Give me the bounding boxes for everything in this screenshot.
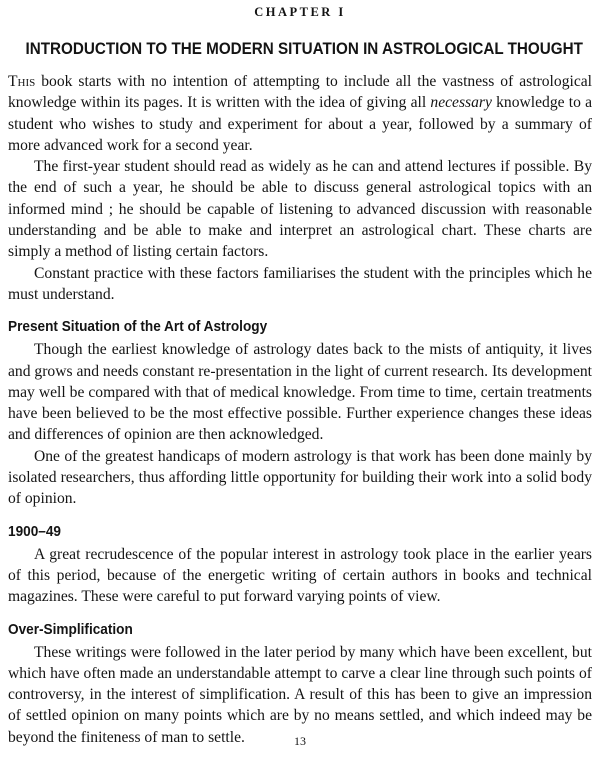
intro-paragraph-1 xyxy=(8,71,592,156)
intro-paragraph-1-text-b: knowledge to a student who wishes to study and experiment for about a year, followed by a summary of more advanced work for a second year. xyxy=(8,94,593,154)
section-heading-1900-49: 1900–49 xyxy=(8,523,62,540)
intro-paragraph-3: Constant practice with these factors familiarises the student with the principles which he must understand. xyxy=(8,264,592,303)
section-heading-over-simplification: Over-Simplification xyxy=(8,621,133,638)
chapter-title: INTRODUCTION TO THE MODERN SITUATION IN ASTROLOGICAL THOUGHT xyxy=(25,40,583,58)
over-simplification-paragraph: These writings were followed in the later period by many which have been excellent, but which have often made an understandable attempt to carve a clear line through such points of controversy, in the interest of simplification. A result of this has been to give an impression of settled opinion on many points which are by no means settled, and which indeed may be beyond the finiteness of man to settle. xyxy=(8,643,592,746)
period-1900-49-paragraph: A great recrudescence of the popular interest in astrology took place in the earlier years of this period, because of the energetic writing of certain authors in books and technical magazines. These were careful to put forward varying points of view. xyxy=(8,545,592,606)
present-situation-paragraph-1: Though the earliest knowledge of astrology dates back to the mists of antiquity, it lives and grows and needs constant re-presentation in the light of current research. Its development may well be compared with that of medical knowledge. From time to time, certain treatments have been believed to be the most effective possible. Further experience changes these ideas and differences of opinion are then acknowledged. xyxy=(8,341,592,444)
intro-paragraph-2: The first-year student should read as widely as he can and attend lectures if possible. By the end of such a year, he should be able to discuss general astrological topics with an informed mind ; he should be capable of listening to advanced discussion with reasonable understanding and be able to make and interpret an astrological chart. These charts are simply a method of listing certain factors. xyxy=(8,158,592,261)
intro-paragraph-1-text-a: book starts with no intention of attempting to include all the vastness of astrological knowledge within its pages. It is written with the idea of giving all xyxy=(8,73,592,112)
section-heading-present-situation: Present Situation of the Art of Astrology xyxy=(8,319,268,336)
page-number: 13 xyxy=(294,734,306,748)
present-situation-paragraph-2: One of the greatest handicaps of modern astrology is that work has been done mainly by isolated researchers, thus affording little opportunity for building their work into a solid body of opinion. xyxy=(8,447,592,508)
intro-emphasis-necessary: necessary xyxy=(430,94,492,112)
intro-lead-word: This xyxy=(8,73,36,90)
chapter-label: CHAPTER I xyxy=(254,5,346,19)
